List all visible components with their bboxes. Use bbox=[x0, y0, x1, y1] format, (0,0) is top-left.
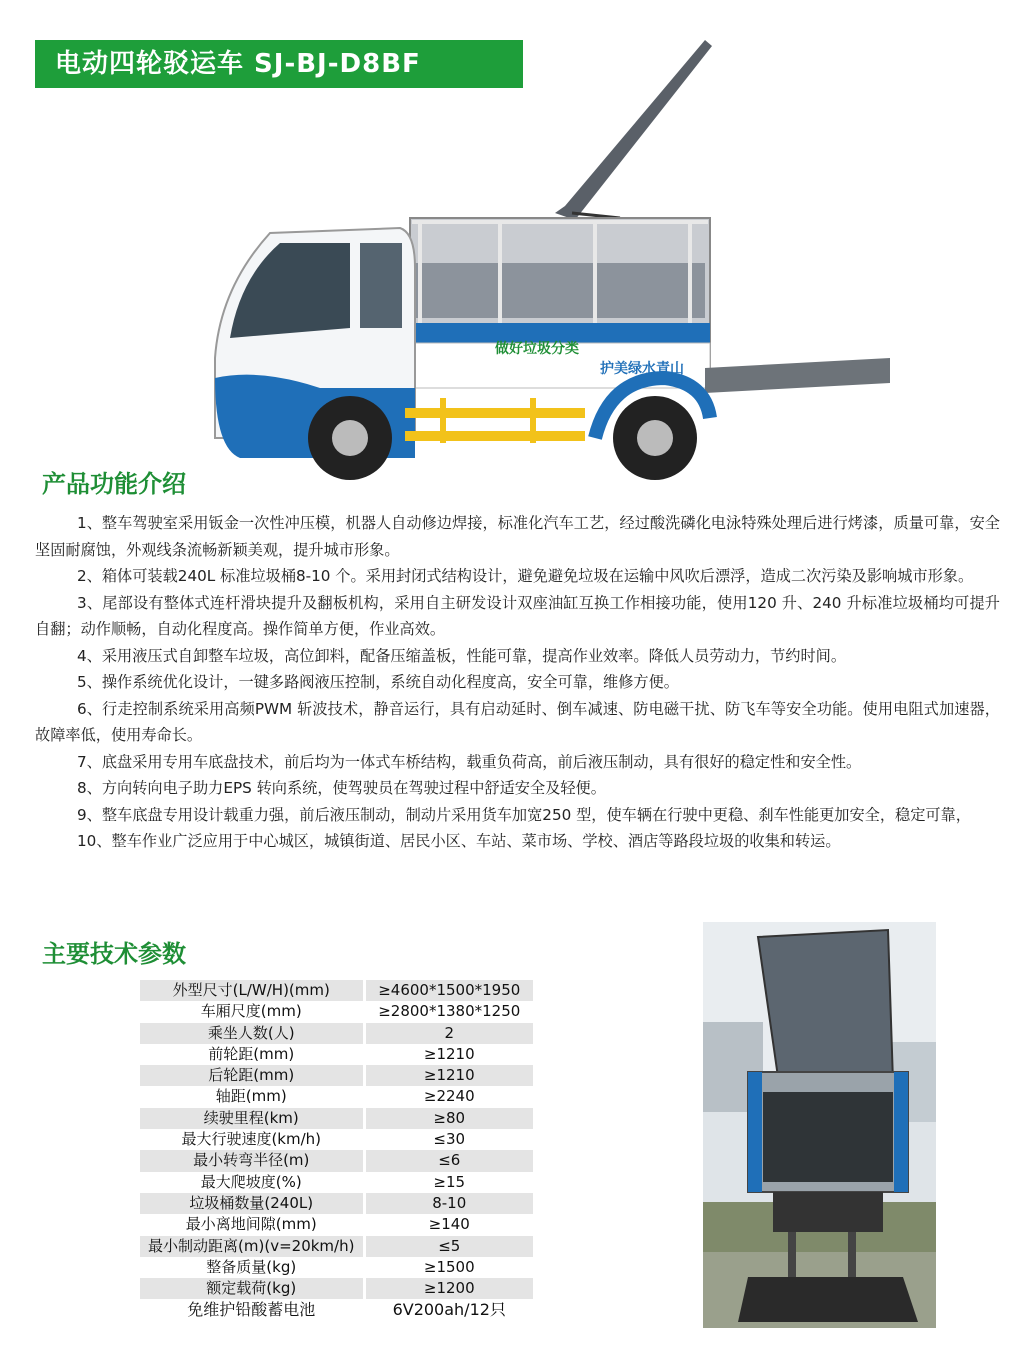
table-row: 最大行驶速度(km/h) ≤30 bbox=[140, 1129, 533, 1150]
table-row: 外型尺寸(L/W/H)(mm) ≥4600*1500*1950 bbox=[140, 980, 533, 1001]
feature-list bbox=[35, 510, 1000, 855]
feature-item: 5、操作系统优化设计，一键多路阀液压控制，系统自动化程度高，安全可靠，维修方便。 bbox=[77, 673, 679, 691]
truck-slogan-2: 护美绿水青山 bbox=[600, 361, 684, 377]
table-row: 免维护铅酸蓄电池 6V200ah/12只 bbox=[140, 1299, 533, 1320]
raised-lid bbox=[555, 40, 712, 220]
section-title-spec: 主要技术参数 bbox=[42, 940, 186, 968]
lift-platform bbox=[738, 1277, 918, 1322]
feature-item: 10、整车作业广泛应用于中心城区，城镇街道、居民小区、车站、菜市场、学校、酒店等路段垃圾的收集和转运。 bbox=[77, 832, 841, 850]
feature-item: 3、尾部设有整体式连杆滑块提升及翻板机构，采用自主研发设计双座油缸互换工作相接功能，使用120 升、240 升标准垃圾桶均可提升自翻；动作顺畅，自动化程度高。操作简单方便，作业高效。 bbox=[35, 593, 1000, 638]
table-row: 轴距(mm) ≥2240 bbox=[140, 1086, 533, 1107]
feature-item: 7、底盘采用专用车底盘技术，前后均为一体式车桥结构，载重负荷高，前后液压制动，具有很好的稳定性和安全性。 bbox=[77, 752, 862, 771]
table-row: 前轮距(mm) ≥1210 bbox=[140, 1044, 533, 1065]
table-row: 乘坐人数(人) 2 bbox=[140, 1023, 533, 1044]
table-row: 整备质量(kg) ≥1500 bbox=[140, 1257, 533, 1278]
truck-slogan-1: 做好垃圾分类 bbox=[495, 341, 579, 357]
feature-item: 6、行走控制系统采用高频PWM 斩波技术，静音运行，具有启动延时、倒车减速、防电磁干扰、防飞车等安全功能。使用电阻式加速器，故障率低，使用寿命长。 bbox=[35, 699, 1000, 744]
page-title: 电动四轮驳运车 SJ-BJ-D8BF bbox=[35, 40, 523, 88]
table-row: 垃圾桶数量(240L) 8-10 bbox=[140, 1193, 533, 1214]
table-row: 最小离地间隙(mm) ≥140 bbox=[140, 1214, 533, 1235]
feature-item: 9、整车底盘专用设计载重力强，前后液压制动，制动片采用货车加宽250 型，使车辆在行驶中更稳、刹车性能更加安全，稳定可靠， bbox=[77, 805, 971, 824]
table-row: 最小制动距离(m)(v=20km/h) ≤5 bbox=[140, 1236, 533, 1257]
table-row: 额定载荷(kg) ≥1200 bbox=[140, 1278, 533, 1299]
table-row: 续驶里程(km) ≥80 bbox=[140, 1108, 533, 1129]
truck-rear-image bbox=[703, 922, 936, 1328]
table-row: 后轮距(mm) ≥1210 bbox=[140, 1065, 533, 1086]
spec-table bbox=[140, 980, 533, 1321]
table-row: 车厢尺度(mm) ≥2800*1380*1250 bbox=[140, 1001, 533, 1022]
feature-item: 2、箱体可装载240L 标准垃圾桶8-10 个。采用封闭式结构设计，避免避免垃圾在运输中风吹后漂浮，造成二次污染及影响城市形象。 bbox=[77, 567, 974, 585]
table-row: 最小转弯半径(m) ≤6 bbox=[140, 1150, 533, 1171]
feature-item: 1、整车驾驶室采用钣金一次性冲压模，机器人自动修边焊接，标准化汽车工艺，经过酸洗磷化电泳特殊处理后进行烤漆，质量可靠，安全坚固耐腐蚀，外观线条流畅新颖美观，提升城市形象。 bbox=[35, 514, 1000, 559]
feature-item: 8、方向转向电子助力EPS 转向系统，使驾驶员在驾驶过程中舒适安全及轻便。 bbox=[77, 779, 606, 797]
feature-item: 4、采用液压式自卸整车垃圾，高位卸料，配备压缩盖板，性能可靠，提高作业效率。降低人员劳动力，节约时间。 bbox=[77, 646, 847, 665]
truck-side-image bbox=[200, 38, 900, 488]
raised-lid bbox=[758, 930, 893, 1082]
section-title-function: 产品功能介绍 bbox=[42, 470, 186, 498]
table-row: 最大爬坡度(%) ≥15 bbox=[140, 1172, 533, 1193]
